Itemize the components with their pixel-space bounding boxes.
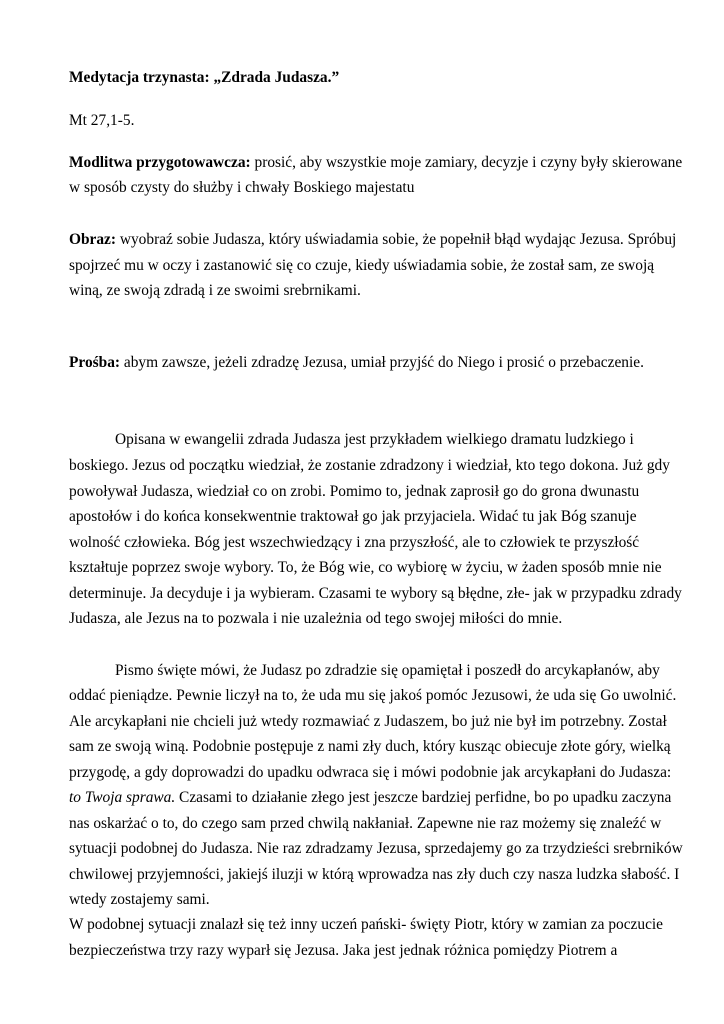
prayer-line-2: w sposób czysty do służby i chwały Boskiego majestatu [69, 179, 415, 196]
paragraph2-line: wtedy zostajemy sami. [69, 891, 210, 908]
after-italic-text: Czasami to działanie złego jest jeszcze bardziej perfidne, bo po upadku zaczyna [175, 789, 672, 806]
image-line-1 [69, 230, 676, 250]
paragraph1-line: apostołów i do końca konsekwentnie traktował go jak przyjaciela. Widać tu jak Bóg szanuje [69, 508, 637, 525]
paragraph1-line: wolność człowieka. Bóg jest wszechwiedzący i zna przyszłość, ale to człowiek te przyszłość [69, 534, 640, 551]
paragraph2-line: sytuacji podobnej do Judasza. Nie raz zdradzamy Jezusa, sprzedajemy go za trzydzieści srebrników [69, 840, 683, 857]
paragraph2-line: przygodę, a gdy doprowadzi do upadku odwraca się i mówi podobnie jak arcykapłani do Judasza: [69, 764, 672, 781]
scripture-reference: Mt 27,1-5. [69, 112, 135, 129]
paragraph2-line: Ale arcykapłani nie chcieli już wtedy rozmawiać z Judaszem, bo już nie był im potrzebny. Został [69, 713, 667, 730]
prayer-label: Modlitwa przygotowawcza: [69, 154, 251, 171]
paragraph2-line: oddać pieniądze. Pewnie liczył na to, że uda mu się jakoś pomóc Jezusowi, że uda się Go uwolnić. [69, 687, 677, 704]
image-line-2: spojrzeć mu w oczy i zastanowić się co czuje, kiedy uświadamia sobie, że został sam, ze swoją [69, 257, 655, 274]
prayer-text-1: prosić, aby wszystkie moje zamiary, decyzje i czyny były skierowane [250, 154, 683, 171]
request-label: Prośba: [69, 354, 121, 371]
paragraph1-line: boskiego. Jezus od początku wiedział, że zostanie zdradzony i wiedział, kto tego dokona. Już gdy [69, 457, 670, 474]
paragraph1-line: determinuje. Ja decyduje i ja wybieram. Czasami te wybory są błędne, złe- jak w przypadku zdrady [69, 585, 682, 602]
prayer-line-1 [69, 153, 682, 173]
request-line [69, 353, 644, 373]
italic-phrase: to Twoja sprawa. [69, 789, 176, 806]
paragraph2-line: sam ze swoją winą. Podobnie postępuje z nami zły duch, który kusząc obiecuje złote góry, wielką [69, 738, 671, 755]
paragraph1-line: kształtuje poprzez swoje wybory. To, że Bóg wie, co wybiorę w życiu, w żaden sposób mnie nie [69, 559, 662, 576]
meditation-title: Medytacja trzynasta: „Zdrada Judasza.” [69, 69, 340, 86]
paragraph1-line: Opisana w ewangelii zdrada Judasza jest przykładem wielkiego dramatu ludzkiego i [115, 431, 634, 448]
paragraph2-line: nas oskarżać o to, do czego sam przed chwilą nakłaniał. Zapewne nie raz możemy się znaleźć w [69, 815, 662, 832]
request-text: abym zawsze, jeżeli zdradzę Jezusa, umiał przyjść do Niego i prosić o przebaczenie. [120, 354, 644, 371]
paragraph1-line: Judasza, ale Jezus na to pozwala i nie uzależnia od tego swojej miłości do mnie. [69, 610, 563, 627]
image-line-3: winą, ze swoją zdradą i ze swoimi srebrnikami. [69, 282, 361, 299]
paragraph3-line: bezpieczeństwa trzy razy wyparł się Jezusa. Jaka jest jednak różnica pomiędzy Piotrem a [69, 942, 618, 959]
paragraph2-line-italic [69, 788, 671, 808]
paragraph2-line: Pismo święte mówi, że Judasz po zdradzie się opamiętał i poszedł do arcykapłanów, aby [115, 662, 660, 679]
paragraph3-line: W podobnej sytuacji znalazł się też inny uczeń pański- święty Piotr, który w zamian za poczucie [69, 916, 664, 933]
paragraph2-line: chwilowej przyjemności, jakiejś iluzji w którą wprowadza nas zły duch czy nasza ludzka słabość. I [69, 866, 680, 883]
image-text-1: wyobraź sobie Judasza, który uświadamia sobie, że popełnił błąd wydając Jezusa. Spróbuj [116, 231, 677, 248]
image-label: Obraz: [69, 231, 117, 248]
paragraph1-line: powoływał Judasza, wiedział co on zrobi. Pomimo to, jednak zaprosił go do grona dwunastu [69, 483, 640, 500]
